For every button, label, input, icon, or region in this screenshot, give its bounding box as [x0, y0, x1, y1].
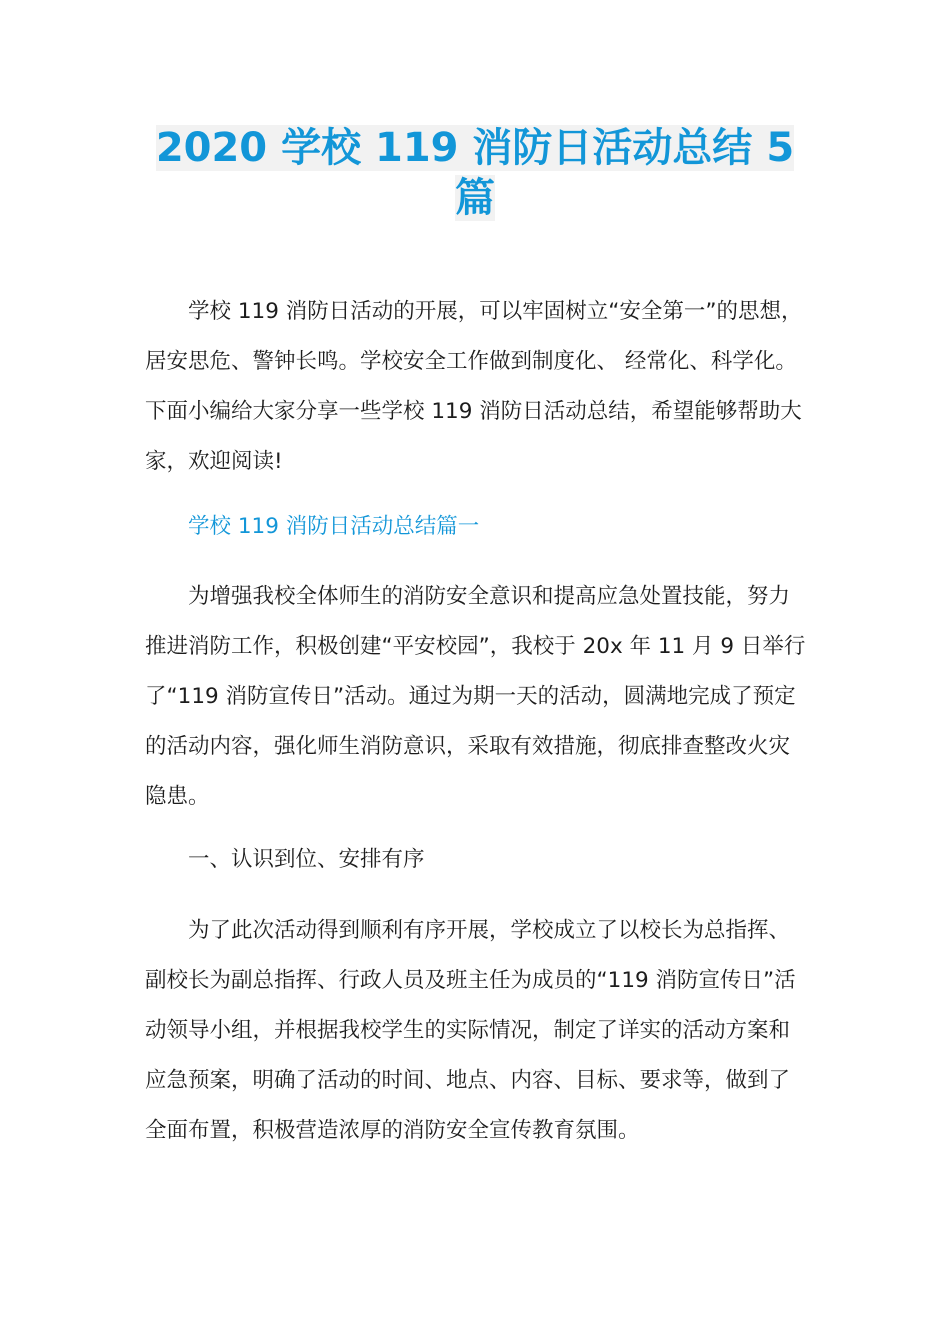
body-section-1 — [145, 572, 807, 822]
document-title — [150, 123, 800, 223]
body-paragraph-1: 为增强我校全体师生的消防安全意识和提高应急处置技能，努力推进消防工作，积极创建“平安校园”，我校于 20x 年 11 月 9 日举行了“119 消防宣传日”活动。通过为期一天的活动，圆满地完成了预定的活动内容，强化师生消防意识，采取有效措施，彻底排查整改火灾隐患。 — [145, 584, 806, 809]
intro-section — [145, 287, 807, 487]
body-paragraph-2: 为了此次活动得到顺利有序开展，学校成立了以校长为总指挥、副校长为副总指挥、行政人员及班主任为成员的“119 消防宣传日”活动领导小组，并根据我校学生的实际情况，制定了详实的活动方案和应急预案，明确了活动的时间、地点、内容、目标、要求等，做到了全面布置，积极营造浓厚的消防安全宣传教育氛围。 — [145, 918, 796, 1143]
article-subtitle: 学校 119 消防日活动总结篇一 — [188, 514, 480, 539]
title-block — [0, 123, 950, 223]
intro-paragraph: 学校 119 消防日活动的开展，可以牢固树立“安全第一”的思想，居安思危、警钟长鸣。学校安全工作做到制度化、 经常化、科学化。下面小编给大家分享一些学校 119 消防日活动总结，希望能够帮助大家，欢迎阅读! — [145, 299, 803, 474]
section-heading: 一、认识到位、安排有序 — [188, 847, 425, 872]
body-section-2 — [145, 906, 807, 1156]
document-title-text: 2020 学校 119 消防日活动总结 5 篇 — [155, 125, 795, 221]
